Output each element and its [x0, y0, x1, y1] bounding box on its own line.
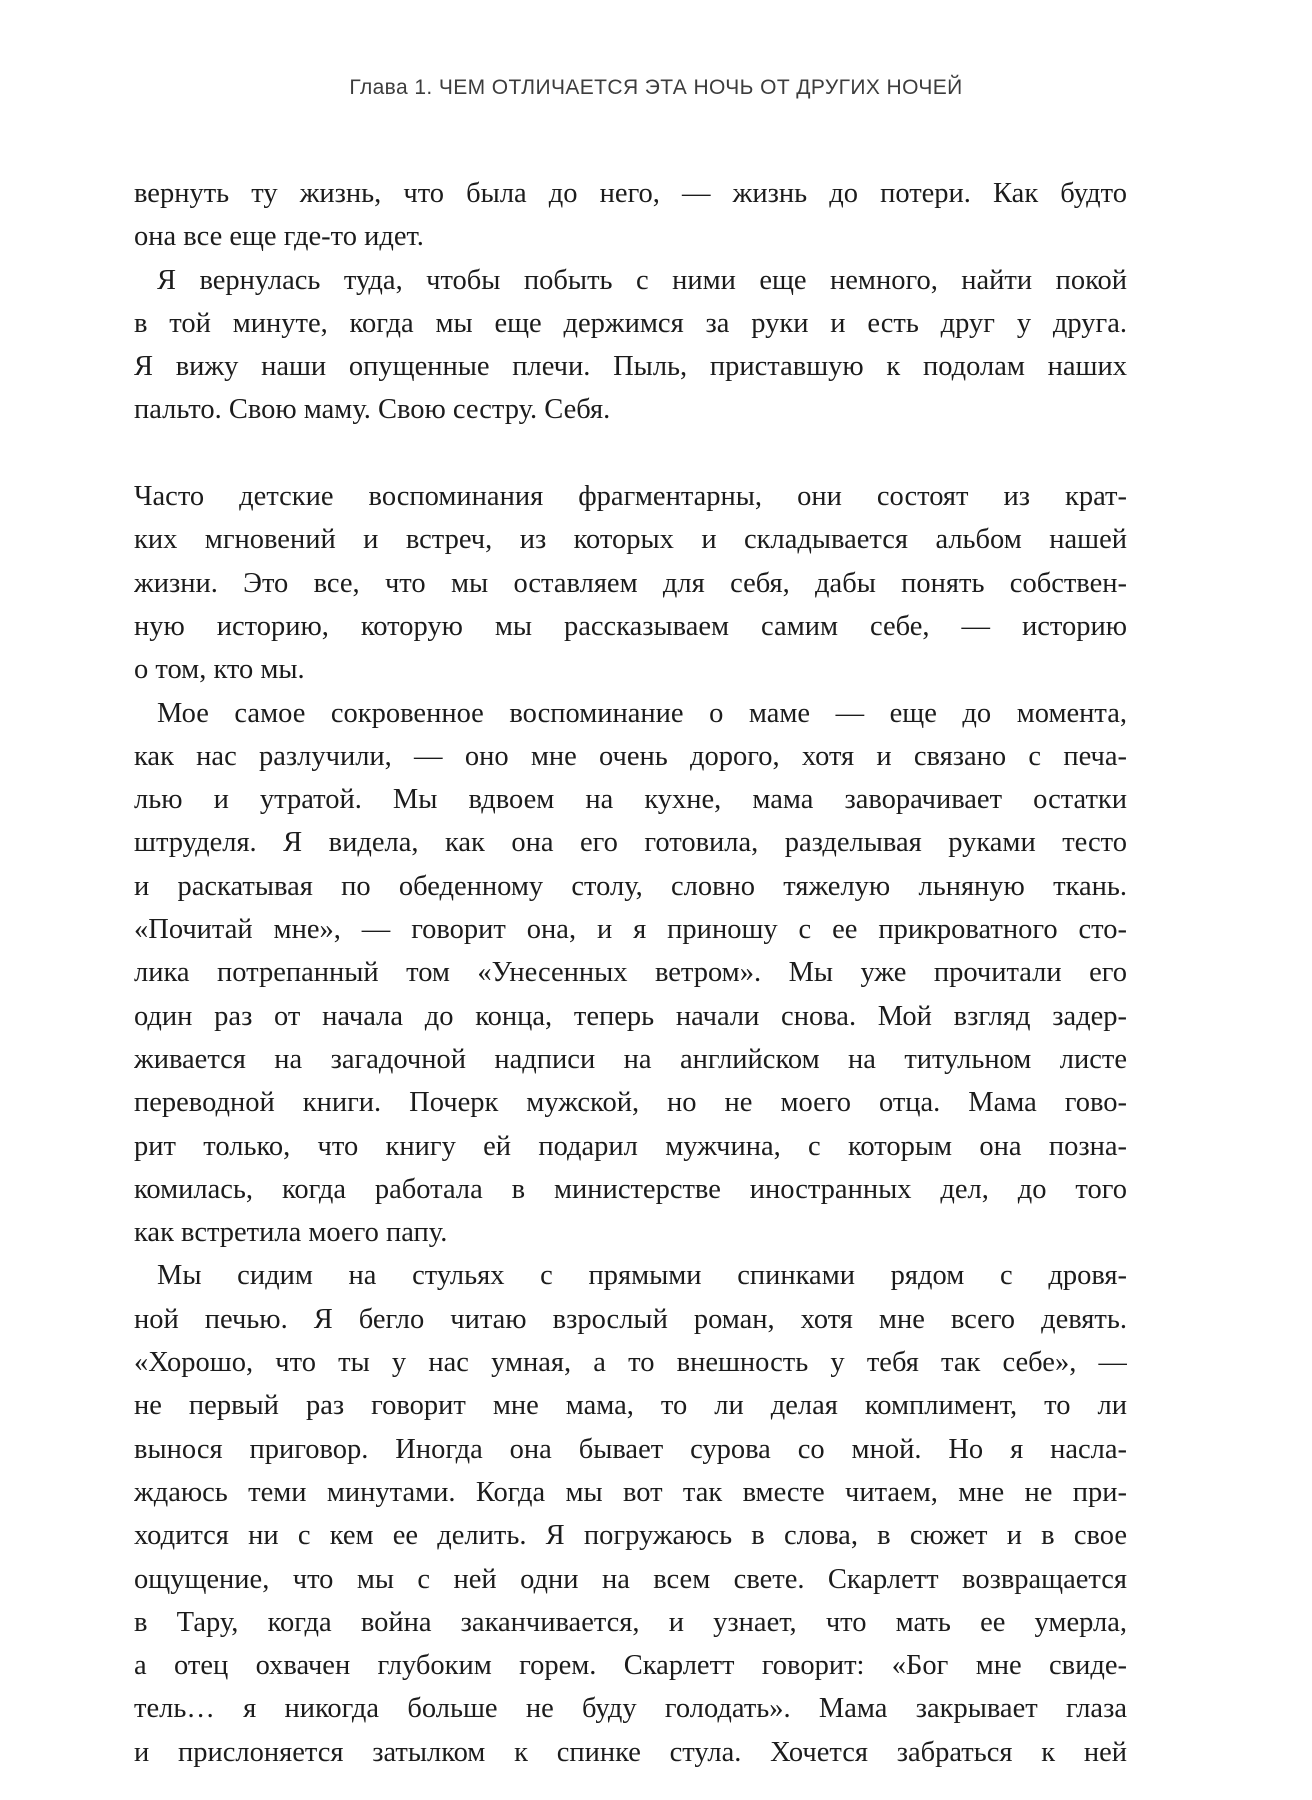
text-line: тель… я никогда больше не буду голодать». Мама закрывает глаза	[134, 1693, 1127, 1725]
text-line: Я вижу наши опущенные плечи. Пыль, приставшую к подолам наших	[134, 351, 1127, 383]
text-line: ждаюсь теми минутами. Когда мы вот так вместе читаем, мне не при-	[134, 1476, 1127, 1508]
text-line: вынося приговор. Иногда она бывает сурова со мной. Но я насла-	[134, 1433, 1127, 1465]
text-line: в той минуте, когда мы еще держимся за руки и есть друг у друга.	[134, 307, 1127, 339]
text-line: жизни. Это все, что мы оставляем для себя, дабы понять собствен-	[134, 567, 1127, 599]
paragraph	[134, 475, 1127, 691]
text-line: как встретила моего папу.	[134, 1217, 448, 1249]
text-line: не первый раз говорит мне мама, то ли делая комплимент, то ли	[134, 1390, 1127, 1422]
text-line: в Тару, когда война заканчивается, и узнает, что мать ее умерла,	[134, 1606, 1127, 1638]
text-line: вернуть ту жизнь, что была до него, — жизнь до потери. Как будто	[134, 178, 1127, 209]
text-line: штруделя. Я видела, как она его готовила, разделывая руками тесто	[134, 827, 1127, 859]
text-line: а отец охвачен глубоким горем. Скарлетт говорит: «Бог мне свиде-	[134, 1650, 1127, 1682]
text-line: она все еще где-то идет.	[134, 221, 424, 253]
text-line: лью и утратой. Мы вдвоем на кухне, мама заворачивает остатки	[134, 784, 1127, 816]
text-line: ной печью. Я бегло читаю взрослый роман, хотя мне всего девять.	[134, 1303, 1127, 1335]
chapter-running-header: Глава 1. ЧЕМ ОТЛИЧАЕТСЯ ЭТА НОЧЬ ОТ ДРУГИХ НОЧЕЙ	[349, 76, 963, 99]
paragraph	[134, 692, 1127, 1255]
text-line: «Хорошо, что ты у нас умная, а то внешность у тебя так себе», —	[134, 1347, 1127, 1379]
text-line: ких мгновений и встреч, из которых и складывается альбом нашей	[134, 524, 1127, 556]
text-line: как нас разлучили, — оно мне очень дорого, хотя и связано с печа-	[134, 740, 1127, 772]
text-line: пальто. Свою маму. Свою сестру. Себя.	[134, 394, 611, 426]
paragraph	[134, 259, 1127, 432]
text-line: о том, кто мы.	[134, 654, 305, 686]
text-line: «Почитай мне», — говорит она, и я приношу с ее прикроватного сто-	[134, 914, 1127, 946]
text-line: и прислоняется затылком к спинке стула. Хочется забраться к ней	[134, 1736, 1127, 1768]
text-line: один раз от начала до конца, теперь начали снова. Мой взгляд задер-	[134, 1000, 1127, 1032]
text-line: Я вернулась туда, чтобы побыть с ними еще немного, найти покой	[157, 264, 1127, 296]
text-line: Мы сидим на стульях с прямыми спинками рядом с дровя-	[157, 1260, 1127, 1292]
text-line: рит только, что книгу ей подарил мужчина, с которым она позна-	[134, 1130, 1127, 1162]
text-line: и раскатывая по обеденному столу, словно тяжелую льняную ткань.	[134, 870, 1127, 902]
text-line: ходится ни с кем ее делить. Я погружаюсь в слова, в сюжет и в свое	[134, 1520, 1127, 1552]
body-text	[134, 172, 1127, 1774]
paragraph	[134, 1254, 1127, 1774]
text-line: Мое самое сокровенное воспоминание о маме — еще до момента,	[157, 697, 1127, 729]
text-line: комилась, когда работала в министерстве иностранных дел, до того	[134, 1173, 1127, 1205]
text-line: лика потрепанный том «Унесенных ветром». Мы уже прочитали его	[134, 957, 1127, 989]
paragraph	[134, 172, 1127, 259]
text-line: Часто детские воспоминания фрагментарны, они состоят из крат-	[134, 481, 1127, 513]
text-line: ную историю, которую мы рассказываем самим себе, — историю	[134, 610, 1127, 642]
text-line: живается на загадочной надписи на английском на титульном листе	[134, 1043, 1127, 1075]
text-line: переводной книги. Почерк мужской, но не моего отца. Мама гово-	[134, 1087, 1127, 1119]
text-line: ощущение, что мы с ней одни на всем свете. Скарлетт возвращается	[134, 1563, 1127, 1595]
